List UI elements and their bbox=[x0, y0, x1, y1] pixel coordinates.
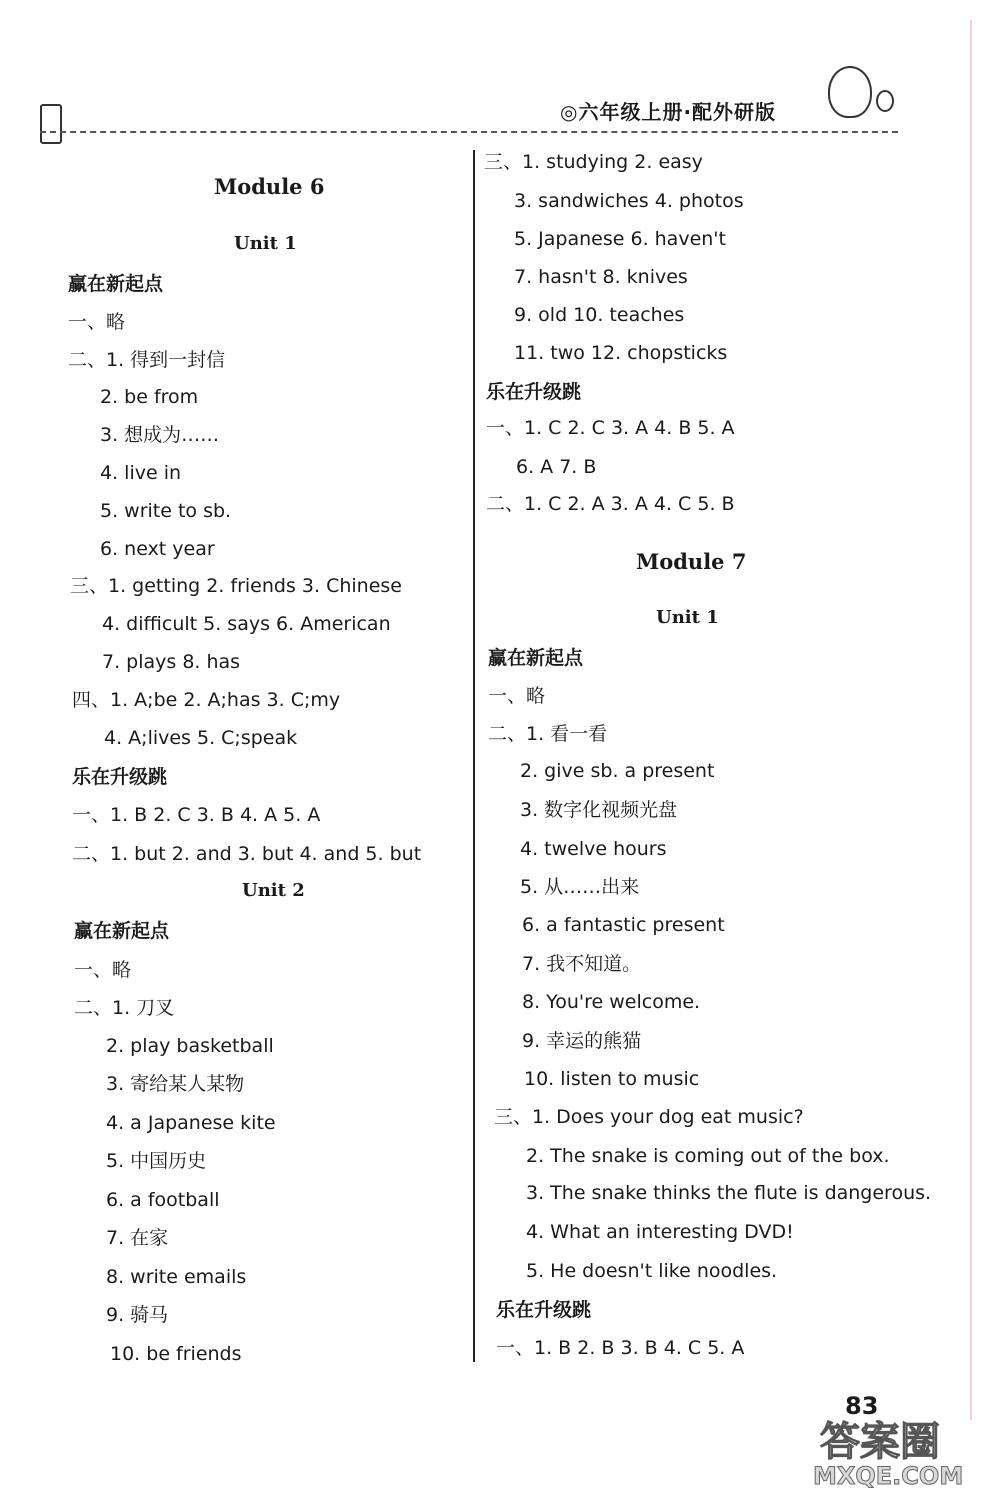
answer-line: 4. twelve hours bbox=[520, 838, 667, 860]
answer-line: 3. 数字化视频光盘 bbox=[520, 799, 678, 821]
answer-line: 一、略 bbox=[74, 959, 132, 981]
answer-line: 一、略 bbox=[68, 311, 126, 333]
answer-line: 三、1. getting 2. friends 3. Chinese bbox=[70, 575, 402, 597]
hot-air-balloon-icon bbox=[828, 66, 872, 118]
section-heading: 乐在升级跳 bbox=[496, 1299, 592, 1321]
section-heading: 赢在新起点 bbox=[68, 273, 164, 295]
answer-line: 三、1. studying 2. easy bbox=[484, 151, 703, 173]
section-heading: 赢在新起点 bbox=[74, 920, 170, 942]
unit-1-title-m7: Unit 1 bbox=[656, 607, 719, 628]
answer-line: 7. hasn't 8. knives bbox=[514, 266, 688, 288]
answer-line: 7. 在家 bbox=[106, 1227, 169, 1249]
answer-line: 5. Japanese 6. haven't bbox=[514, 228, 726, 250]
page-edge bbox=[970, 20, 972, 1420]
answer-line: 二、1. but 2. and 3. but 4. and 5. but bbox=[72, 843, 422, 865]
answer-line: 2. be from bbox=[100, 386, 199, 408]
answer-line: 3. 想成为…… bbox=[100, 424, 220, 446]
answer-line: 10. listen to music bbox=[524, 1068, 700, 1090]
section-heading: 乐在升级跳 bbox=[486, 381, 582, 403]
page-number: 83 bbox=[845, 1392, 879, 1420]
answer-line: 9. 幸运的熊猫 bbox=[522, 1030, 642, 1052]
answer-line: 6. next year bbox=[100, 538, 215, 560]
answer-line: 6. a football bbox=[106, 1189, 220, 1211]
watermark-logo: 答案圈 bbox=[820, 1419, 940, 1465]
header-divider bbox=[40, 131, 898, 133]
answer-line: 二、1. 看一看 bbox=[488, 723, 608, 745]
unit-2-title: Unit 2 bbox=[242, 880, 305, 901]
answer-line: 2. play basketball bbox=[106, 1035, 274, 1057]
section-heading: 赢在新起点 bbox=[488, 647, 584, 669]
header-title: ◎六年级上册·配外研版 bbox=[560, 100, 777, 124]
answer-line: 三、1. Does your dog eat music? bbox=[494, 1106, 804, 1128]
answer-line: 一、略 bbox=[488, 685, 546, 707]
watermark-url: MXQE.COM bbox=[813, 1462, 964, 1490]
module-6-title: Module 6 bbox=[214, 174, 325, 199]
answer-line: 5. He doesn't like noodles. bbox=[526, 1260, 778, 1282]
answer-line: 2. The snake is coming out of the box. bbox=[526, 1145, 890, 1167]
small-balloon-icon bbox=[876, 90, 894, 112]
answer-line: 4. A;lives 5. C;speak bbox=[104, 727, 298, 749]
answer-line: 二、1. 刀叉 bbox=[74, 997, 175, 1019]
answer-line: 一、1. C 2. C 3. A 4. B 5. A bbox=[486, 417, 735, 439]
module-7-title: Module 7 bbox=[636, 549, 747, 574]
answer-line: 5. write to sb. bbox=[100, 500, 232, 522]
answer-line: 5. 从……出来 bbox=[520, 876, 640, 898]
answer-line: 11. two 12. chopsticks bbox=[514, 342, 728, 364]
answer-line: 四、1. A;be 2. A;has 3. C;my bbox=[72, 689, 341, 711]
answer-line: 3. 寄给某人某物 bbox=[106, 1073, 245, 1095]
column-divider bbox=[473, 150, 475, 1362]
answer-line: 4. a Japanese kite bbox=[106, 1112, 276, 1134]
answer-line: 4. difficult 5. says 6. American bbox=[102, 613, 391, 635]
answer-line: 9. 骑马 bbox=[106, 1304, 169, 1326]
section-heading: 乐在升级跳 bbox=[72, 766, 168, 788]
unit-1-title: Unit 1 bbox=[234, 233, 297, 254]
answer-line: 8. write emails bbox=[106, 1266, 247, 1288]
answer-line: 二、1. C 2. A 3. A 4. C 5. B bbox=[486, 493, 735, 515]
answer-line: 一、1. B 2. C 3. B 4. A 5. A bbox=[72, 804, 321, 826]
answer-line: 6. a fantastic present bbox=[522, 914, 725, 936]
answer-line: 二、1. 得到一封信 bbox=[68, 349, 226, 371]
answer-line: 7. 我不知道。 bbox=[522, 953, 642, 975]
book-stack-icon bbox=[40, 104, 62, 144]
answer-line: 一、1. B 2. B 3. B 4. C 5. A bbox=[496, 1337, 745, 1359]
answer-line: 4. live in bbox=[100, 462, 182, 484]
answer-line: 2. give sb. a present bbox=[520, 760, 715, 782]
answer-line: 5. 中国历史 bbox=[106, 1150, 207, 1172]
answer-line: 10. be friends bbox=[110, 1343, 242, 1365]
answer-line: 3. sandwiches 4. photos bbox=[514, 190, 744, 212]
answer-line: 6. A 7. B bbox=[516, 456, 597, 478]
answer-line: 4. What an interesting DVD! bbox=[526, 1221, 794, 1243]
answer-line: 9. old 10. teaches bbox=[514, 304, 685, 326]
answer-line: 3. The snake thinks the flute is dangerous. bbox=[526, 1182, 932, 1204]
answer-line: 8. You're welcome. bbox=[522, 991, 701, 1013]
answer-line: 7. plays 8. has bbox=[102, 651, 241, 673]
